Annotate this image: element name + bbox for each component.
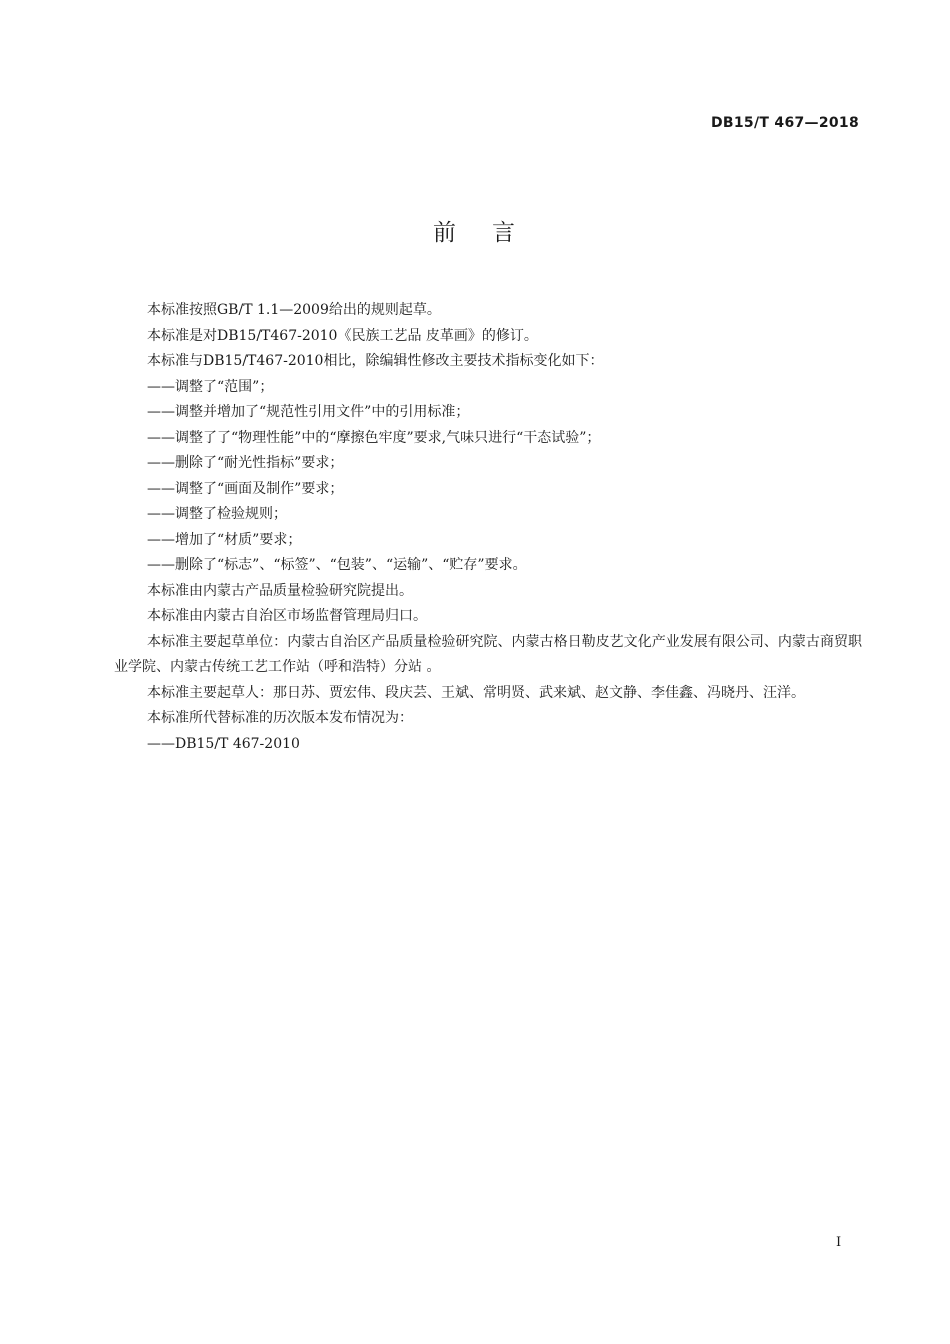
page-number: I <box>836 1235 842 1250</box>
list-item: ——调整了“范围”； <box>147 378 274 395</box>
paragraph: 本标准主要起草单位：内蒙古自治区产品质量检验研究院、内蒙古格日勒皮艺文化产业发展有限公司、内蒙古商贸职业学院、内蒙古传统工艺工作站（呼和浩特）分站 。 <box>114 633 862 675</box>
list-item: ——删除了“耐光性指标”要求； <box>147 455 344 471</box>
paragraph: 本标准与DB15/T467-2010相比，除编辑性修改主要技术指标变化如下： <box>147 353 604 369</box>
list-item: ——调整并增加了“规范性引用文件”中的引用标准； <box>147 404 470 420</box>
paragraph: 本标准所代替标准的历次版本发布情况为： <box>147 710 413 726</box>
paragraph: 本标准是对DB15/T467-2010《民族工艺品 皮革画》的修订。 <box>147 327 538 344</box>
foreword-body <box>114 298 862 757</box>
list-item: ——调整了了“物理性能”中的“摩擦色牢度”要求,气味只进行“干态试验”； <box>147 429 601 446</box>
paragraph: 本标准由内蒙古自治区市场监督管理局归口。 <box>147 608 427 624</box>
list-item: ——DB15/T 467-2010 <box>147 735 300 752</box>
title-char-2: 言 <box>492 220 517 246</box>
paragraph: 本标准主要起草人：那日苏、贾宏伟、段庆芸、王斌、常明贤、武来斌、赵文静、李佳鑫、冯晓丹、汪洋。 <box>147 684 805 701</box>
list-item: ——调整了“画面及制作”要求； <box>147 480 344 497</box>
paragraph: 本标准由内蒙古产品质量检验研究院提出。 <box>147 582 413 599</box>
list-item: ——调整了检验规则； <box>147 506 287 522</box>
standard-code: DB15/T 467—2018 <box>711 115 859 131</box>
paragraph: 本标准按照GB/T 1.1—2009给出的规则起草。 <box>147 302 441 318</box>
list-item: ——删除了“标志”、“标签”、“包装”、“运输”、“贮存”要求。 <box>147 557 527 573</box>
list-item: ——增加了“材质”要求； <box>147 531 302 548</box>
page-title <box>0 214 950 247</box>
title-char-1: 前 <box>433 220 458 246</box>
